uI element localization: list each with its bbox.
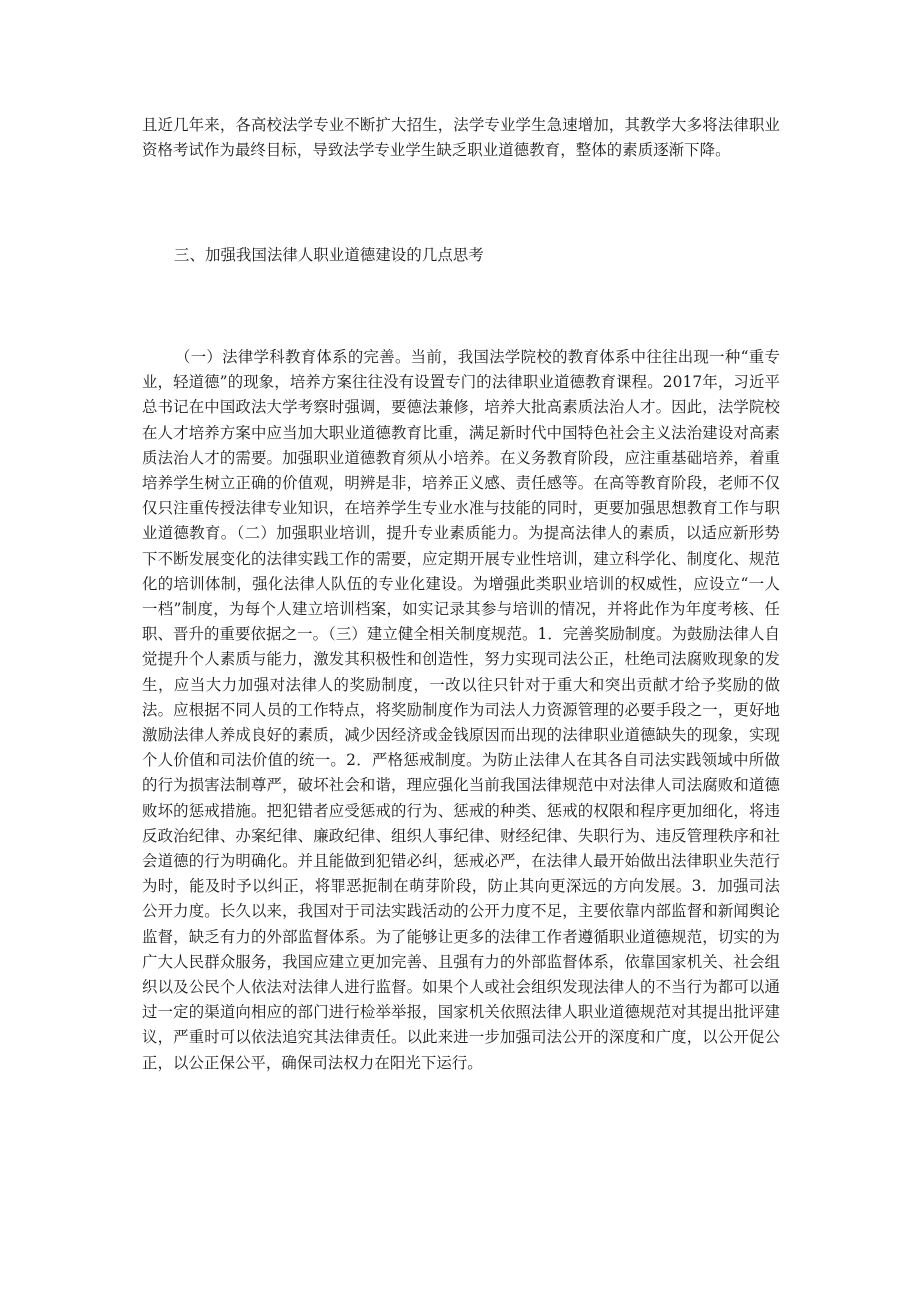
section-heading: 三、加强我国法律人职业道德建设的几点思考: [174, 246, 484, 264]
intro-paragraph: 且近几年来，各高校法学专业不断扩大招生，法学专业学生急速增加，其教学大多将法律职业资格考试作为最终目标，导致法学专业学生缺乏职业道德教育，整体的素质逐渐下降。: [142, 116, 780, 160]
body-paragraph: （一）法律学科教育体系的完善。当前，我国法学院校的教育体系中往往出现一种“重专业，轻道德”的现象，培养方案往往没有设置专门的法律职业道德教育课程。2017年，习近平总书记在中国政法大学考察时强调，要德法兼修，培养大批高素质法治人才。因此，法学院校在人才培养方案中应当加大职业道德教育比重，满足新时代中国特色社会主义法治建设对高素质法治人才的需要。加强职业道德教育须从小培养。在义务教育阶段，应注重基础培养，着重培养学生树立正确的价值观，明辨是非，培养正义感、责任感等。在高等教育阶段，老师不仅仅只注重传授法律专业知识，在培养学生专业水准与技能的同时，更要加强思想教育工作与职业道德教育。（二）加强职业培训，提升专业素质能力。为提高法律人的素质，以适应新形势下不断发展变化的法律实践工作的需要，应定期开展专业性培训，建立科学化、制度化、规范化的培训体制，强化法律人队伍的专业化建设。为增强此类职业培训的权威性，应设立“一人一档”制度，为每个人建立培训档案，如实记录其参与培训的情况，并将此作为年度考核、任职、晋升的重要依据之一。（三）建立健全相关制度规范。1．完善奖励制度。为鼓励法律人自觉提升个人素质与能力，激发其积极性和创造性，努力实现司法公正，杜绝司法腐败现象的发生，应当大力加强对法律人的奖励制度，一改以往只针对于重大和突出贡献才给予奖励的做法。应根据不同人员的工作特点，将奖励制度作为司法人力资源管理的必要手段之一，更好地激励法律人养成良好的素质，减少因经济或金钱原因而出现的法律职业道德缺失的现象，实现个人价值和司法价值的统一。2．严格惩戒制度。为防止法律人在其各自司法实践领域中所做的行为损害法制尊严，破坏社会和谐，理应强化当前我国法律规范中对法律人司法腐败和道德败坏的惩戒措施。把犯错者应受惩戒的行为、惩戒的种类、惩戒的权限和程序更加细化，将违反政治纪律、办案纪律、廉政纪律、组织人事纪律、财经纪律、失职行为、违反管理秩序和社会道德的行为明确化。并且能做到犯错必纠，惩戒必严，在法律人最开始做出法律职业失范行为时，能及时予以纠正，将罪恶扼制在萌芽阶段，防止其向更深远的方向发展。3．加强司法公开力度。长久以来，我国对于司法实践活动的公开力度不足，主要依靠内部监督和新闻舆论监督，缺乏有力的外部监督体系。为了能够让更多的法律工作者遵循职业道德规范，切实的为广大人民群众服务，我国应建立更加完善、且强有力的外部监督体系，依靠国家机关、社会组织以及公民个人依法对法律人进行监督。如果个人或社会组织发现法律人的不当行为都可以通过一定的渠道向相应的部门进行检举举报，国家机关依照法律人职业道德规范对其提出批评建议，严重时可以依法追究其法律责任。以此来进一步加强司法公开的深度和广度，以公开促公正，以公正保公平，确保司法权力在阳光下运行。: [142, 348, 780, 1072]
